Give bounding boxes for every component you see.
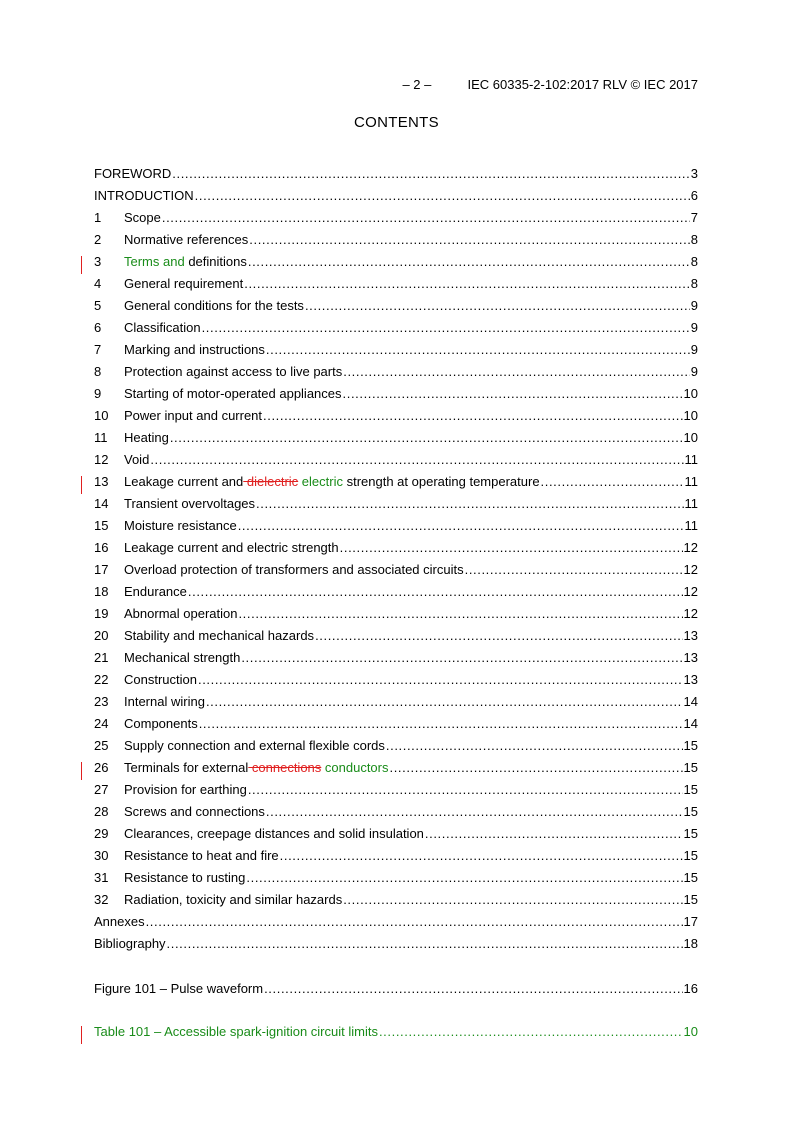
standard-reference: IEC 60335-2-102:2017 RLV © IEC 2017 <box>467 77 698 92</box>
toc-label: INTRODUCTION <box>94 188 194 203</box>
toc-number: 12 <box>94 452 109 467</box>
toc-page: 12 <box>683 562 698 577</box>
toc-page: 10 <box>683 430 698 445</box>
toc-label: Starting of motor-operated appliances <box>124 386 342 401</box>
toc-page: 10 <box>683 386 698 401</box>
page-title: CONTENTS <box>354 114 439 131</box>
toc-page: 18 <box>683 936 698 951</box>
toc-label: Construction <box>124 672 197 687</box>
toc-entry-9[interactable] <box>94 385 698 403</box>
toc-label: Classification <box>124 320 201 335</box>
toc-entry-12[interactable] <box>94 451 698 469</box>
toc-page: 17 <box>683 914 698 929</box>
toc-page: 11 <box>684 474 698 489</box>
toc-label: Void <box>124 452 150 467</box>
toc-label <box>124 473 540 491</box>
toc-label <box>124 759 388 777</box>
toc-page: 12 <box>683 606 698 621</box>
change-bar <box>81 762 82 780</box>
toc-page: 16 <box>683 981 698 996</box>
toc-label: Marking and instructions <box>124 342 265 357</box>
inserted-text: conductors <box>321 760 389 775</box>
toc-entry-15[interactable] <box>94 517 698 535</box>
toc-number: 4 <box>94 276 102 291</box>
toc-entry-foreword[interactable] <box>94 165 698 183</box>
toc-label: Internal wiring <box>124 694 205 709</box>
toc-entry-26[interactable] <box>94 759 698 777</box>
toc-entry-4[interactable] <box>94 275 698 293</box>
toc-page: 10 <box>683 1024 698 1039</box>
toc-label: Moisture resistance <box>124 518 237 533</box>
toc-label: Resistance to heat and fire <box>124 848 279 863</box>
toc-page: 13 <box>683 628 698 643</box>
toc-entry-6[interactable] <box>94 319 698 337</box>
toc-entry-8[interactable] <box>94 363 698 381</box>
change-bar <box>81 1026 82 1044</box>
toc-number: 31 <box>94 870 109 885</box>
toc-number: 13 <box>94 474 109 489</box>
toc-number: 25 <box>94 738 109 753</box>
toc-page: 11 <box>684 496 698 511</box>
toc-page: 14 <box>683 694 698 709</box>
toc-label: Mechanical strength <box>124 650 241 665</box>
toc-entry-17[interactable] <box>94 561 698 579</box>
toc-page: 11 <box>684 452 698 467</box>
toc-number: 14 <box>94 496 109 511</box>
toc-label-text: Terminals for external <box>124 760 249 775</box>
toc-number: 15 <box>94 518 109 533</box>
toc-label: Protection against access to live parts <box>124 364 343 379</box>
toc-label: Resistance to rusting <box>124 870 246 885</box>
toc-page: 8 <box>690 232 698 247</box>
toc-entry-31[interactable] <box>94 869 698 887</box>
toc-number: 18 <box>94 584 109 599</box>
toc-entry-30[interactable] <box>94 847 698 865</box>
page-header <box>94 77 698 92</box>
toc-number: 29 <box>94 826 109 841</box>
toc-page: 15 <box>683 892 698 907</box>
toc-page: 15 <box>683 804 698 819</box>
toc-number: 32 <box>94 892 109 907</box>
toc-page: 14 <box>683 716 698 731</box>
toc-entry-25[interactable] <box>94 737 698 755</box>
toc-label: Power input and current <box>124 408 263 423</box>
toc-entry-5[interactable] <box>94 297 698 315</box>
toc-label: Bibliography <box>94 936 166 951</box>
toc-label: Annexes <box>94 914 145 929</box>
table-label: Table 101 – Accessible spark-ignition circuit limits <box>94 1024 378 1039</box>
toc-entry-annexes[interactable] <box>94 913 698 931</box>
toc-number: 26 <box>94 760 109 775</box>
toc-entry-16[interactable] <box>94 539 698 557</box>
toc-entry-14[interactable] <box>94 495 698 513</box>
toc-label: Heating <box>124 430 169 445</box>
toc-number: 22 <box>94 672 109 687</box>
toc-number: 2 <box>94 232 102 247</box>
toc-number: 23 <box>94 694 109 709</box>
toc-number: 30 <box>94 848 109 863</box>
toc-number: 7 <box>94 342 102 357</box>
toc-page: 15 <box>683 870 698 885</box>
toc-label: FOREWORD <box>94 166 172 181</box>
toc-entry-32[interactable] <box>94 891 698 909</box>
toc-page: 12 <box>683 540 698 555</box>
toc-number: 10 <box>94 408 109 423</box>
toc-entry-11[interactable] <box>94 429 698 447</box>
toc-label <box>124 253 247 271</box>
figure-label: Figure 101 – Pulse waveform <box>94 981 264 996</box>
toc-number: 28 <box>94 804 109 819</box>
toc-page: 8 <box>690 254 698 269</box>
toc-label-text: definitions <box>184 254 247 269</box>
toc-entry-23[interactable] <box>94 693 698 711</box>
toc-page: 13 <box>683 672 698 687</box>
list-of-tables-entry[interactable] <box>94 1023 698 1041</box>
toc-entry-21[interactable] <box>94 649 698 667</box>
toc-number: 17 <box>94 562 109 577</box>
toc-number: 16 <box>94 540 109 555</box>
toc-entry-24[interactable] <box>94 715 698 733</box>
toc-entry-28[interactable] <box>94 803 698 821</box>
toc-entry-19[interactable] <box>94 605 698 623</box>
toc-number: 27 <box>94 782 109 797</box>
toc-label: Provision for earthing <box>124 782 247 797</box>
toc-label: General conditions for the tests <box>124 298 304 313</box>
toc-label: Supply connection and external flexible cords <box>124 738 385 753</box>
toc-label: Components <box>124 716 198 731</box>
toc-entry-1[interactable] <box>94 209 698 227</box>
toc-number: 20 <box>94 628 109 643</box>
toc-number: 5 <box>94 298 102 313</box>
toc-entry-27[interactable] <box>94 781 698 799</box>
toc-label-text: strength at operating temperature <box>342 474 540 489</box>
toc-page: 9 <box>690 320 698 335</box>
list-of-figures-entry[interactable] <box>94 980 698 998</box>
toc-number: 19 <box>94 606 109 621</box>
toc-number: 3 <box>94 254 102 269</box>
toc-label: Normative references <box>124 232 249 247</box>
toc-page: 8 <box>690 276 698 291</box>
toc-number: 24 <box>94 716 109 731</box>
toc-label: Overload protection of transformers and associated circuits <box>124 562 464 577</box>
toc-entry-bibliography[interactable] <box>94 935 698 953</box>
toc-page: 15 <box>683 738 698 753</box>
toc-number: 8 <box>94 364 102 379</box>
toc-number: 11 <box>94 430 108 445</box>
toc-entry-10[interactable] <box>94 407 698 425</box>
toc-entry-2[interactable] <box>94 231 698 249</box>
toc-entry-29[interactable] <box>94 825 698 843</box>
toc-entry-22[interactable] <box>94 671 698 689</box>
toc-entry-18[interactable] <box>94 583 698 601</box>
toc-page: 7 <box>690 210 698 225</box>
toc-number: 6 <box>94 320 102 335</box>
toc-page: 15 <box>683 760 698 775</box>
toc-entry-introduction[interactable] <box>94 187 698 205</box>
toc-page: 15 <box>683 782 698 797</box>
deleted-text: connections <box>248 760 322 775</box>
toc-page: 10 <box>683 408 698 423</box>
inserted-text: electric <box>298 474 343 489</box>
toc-label: Abnormal operation <box>124 606 238 621</box>
toc-label: Scope <box>124 210 161 225</box>
toc-label: Radiation, toxicity and similar hazards <box>124 892 343 907</box>
toc-page: 6 <box>690 188 698 203</box>
toc-page: 9 <box>690 364 698 379</box>
change-bar <box>81 476 82 494</box>
toc-number: 1 <box>94 210 102 225</box>
deleted-text: dielectric <box>243 474 299 489</box>
toc-label: General requirement <box>124 276 244 291</box>
toc-page: 12 <box>683 584 698 599</box>
toc-entry-20[interactable] <box>94 627 698 645</box>
page-number: – 2 – <box>402 77 432 92</box>
toc-entry-13[interactable] <box>94 473 698 491</box>
toc-page: 13 <box>683 650 698 665</box>
change-bar <box>81 256 82 274</box>
toc-entry-3[interactable] <box>94 253 698 271</box>
toc-number: 21 <box>94 650 109 665</box>
toc-page: 9 <box>690 342 698 357</box>
toc-label: Stability and mechanical hazards <box>124 628 315 643</box>
toc-page: 15 <box>683 848 698 863</box>
toc-label: Endurance <box>124 584 187 599</box>
toc-label: Clearances, creepage distances and solid insulation <box>124 826 424 841</box>
toc-number: 9 <box>94 386 102 401</box>
toc-page: 9 <box>690 298 698 313</box>
toc-label: Transient overvoltages <box>124 496 256 511</box>
toc-label: Screws and connections <box>124 804 265 819</box>
inserted-text: Terms and <box>124 254 185 269</box>
toc-label-text: Leakage current and <box>124 474 244 489</box>
toc-label: Leakage current and electric strength <box>124 540 339 555</box>
toc-entry-7[interactable] <box>94 341 698 359</box>
toc-page: 15 <box>683 826 698 841</box>
toc-page: 11 <box>684 518 698 533</box>
toc-page: 3 <box>690 166 698 181</box>
